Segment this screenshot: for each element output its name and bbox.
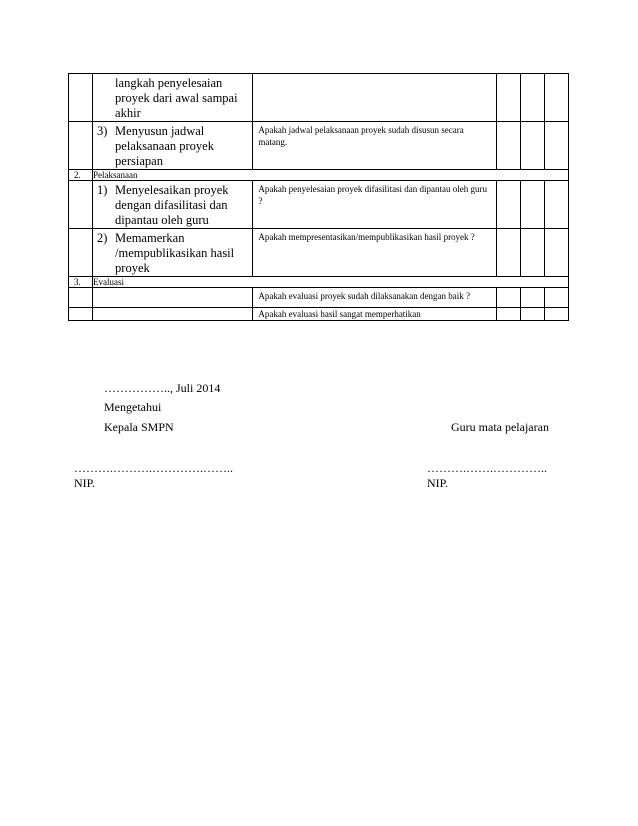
step-number: 3) [97,124,108,138]
question-cell [253,229,496,277]
question-text: Apakah penyelesaian proyek difasilitasi dan dipantau oleh guru ? [258,184,488,206]
score-cell[interactable] [496,74,520,122]
principal-nip: NIP. [74,476,96,490]
step-cell [93,288,253,308]
question-text: Apakah evaluasi proyek sudah dilaksanakan dengan baik ? [258,291,471,301]
score-cell[interactable] [520,74,544,122]
table-row [69,122,569,170]
row-number: 3. [69,277,93,288]
principal-title: Kepala SMPN [104,420,174,434]
score-cell[interactable] [496,288,520,308]
acknowledge-label: Mengetahui [104,400,162,414]
table-row [69,170,569,181]
score-cell[interactable] [520,308,544,321]
step-cell [93,74,253,122]
row-number: 2. [69,170,93,181]
step-cell [93,122,253,170]
row-number [69,122,93,170]
question-cell [253,74,496,122]
step-text: Memamerkan /mempublikasikan hasil proyek [115,231,235,275]
score-cell[interactable] [496,229,520,277]
score-cell[interactable] [544,181,568,229]
score-cell[interactable] [496,122,520,170]
score-cell[interactable] [544,288,568,308]
stage-label: Pelaksanaan [93,170,569,181]
step-text: langkah penyelesaian proyek dari awal sampai akhir [115,76,238,120]
score-cell[interactable] [520,122,544,170]
date-line: …………….., Juli 2014 [104,381,221,395]
score-cell[interactable] [496,308,520,321]
step-text: Menyelesaikan proyek dengan difasilitasi dan dipantau oleh guru [115,183,229,227]
question-text: Apakah mempresentasikan/mempublikasikan hasil proyek ? [258,232,475,242]
principal-signature-line: ……….……….………….…….. [74,461,233,475]
table-row [69,229,569,277]
row-number [69,229,93,277]
score-cell[interactable] [520,181,544,229]
score-cell[interactable] [544,308,568,321]
row-number [69,308,93,321]
question-text: Apakah jadwal pelaksanaan proyek sudah disusun secara matang. [258,125,464,147]
question-cell [253,288,496,308]
teacher-signature-line: ……….…….………….. [427,461,547,475]
table-row [69,181,569,229]
score-cell[interactable] [496,181,520,229]
step-number: 1) [97,183,108,197]
table-row [69,277,569,288]
step-cell [93,308,253,321]
row-number [69,74,93,122]
score-cell[interactable] [520,229,544,277]
row-number [69,181,93,229]
teacher-nip: NIP. [427,476,449,490]
table-row [69,308,569,321]
score-cell[interactable] [544,229,568,277]
step-cell [93,229,253,277]
table-row [69,74,569,122]
score-cell[interactable] [544,122,568,170]
step-text: Menyusun jadwal pelaksanaan proyek persiapan [115,124,214,168]
question-cell [253,122,496,170]
assessment-table [68,73,569,321]
row-number [69,288,93,308]
question-cell [253,308,496,321]
step-cell [93,181,253,229]
question-text: Apakah evaluasi hasil sangat memperhatikan [258,309,421,319]
score-cell[interactable] [520,288,544,308]
teacher-title: Guru mata pelajaran [451,420,549,434]
table-row [69,288,569,308]
stage-label: Evaluasi [93,277,569,288]
step-number: 2) [97,231,108,245]
score-cell[interactable] [544,74,568,122]
question-cell [253,181,496,229]
